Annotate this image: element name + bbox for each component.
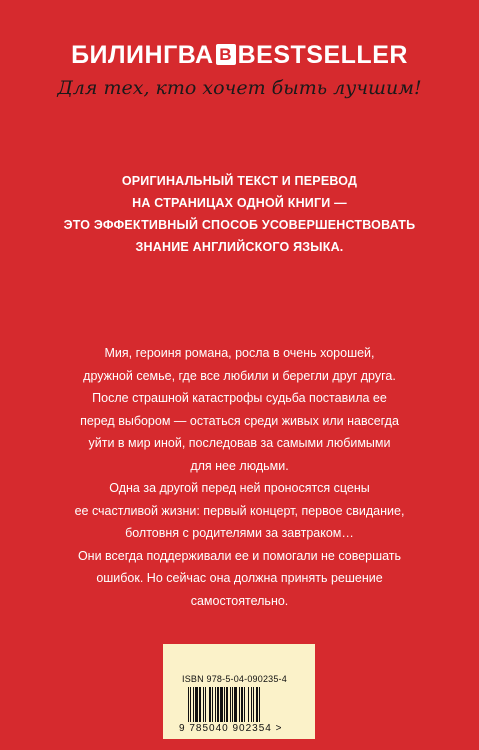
blurb-line: болтовня с родителями за завтраком…: [125, 526, 354, 540]
blurb-line: для нее людьми.: [190, 458, 289, 473]
headline-line: ЗНАНИЕ АНГЛИЙСКОГО ЯЗЫКА.: [135, 240, 344, 254]
barcode: [188, 687, 291, 722]
blurb-line: Они всегда поддерживали ее и помогали не совершать: [77, 548, 402, 563]
barcode-digits: 9 785040 902354 >: [179, 723, 283, 734]
blurb-line: уйти в мир иной, последовав за самыми любимыми: [88, 436, 391, 450]
blurb-line: После страшной катастрофы судьба поставила ее: [92, 391, 387, 405]
headline-line: ЭТО ЭФФЕКТИВНЫЙ СПОСОБ УСОВЕРШЕНСТВОВАТЬ: [63, 218, 416, 232]
isbn-barcode-box: [163, 644, 315, 739]
series-logo-badge: B: [216, 44, 236, 65]
series-logo: [0, 40, 479, 70]
headline-line: НА СТРАНИЦАХ ОДНОЙ КНИГИ —: [132, 196, 347, 210]
headline-line: ОРИГИНАЛЬНЫЙ ТЕКСТ И ПЕРЕВОД: [121, 174, 358, 188]
series-name-left: БИЛИНГВА: [71, 41, 214, 69]
blurb-line: перед выбором — остаться среди живых или навсегда: [80, 413, 399, 428]
blurb-line: Одна за другой перед ней проносятся сцены: [109, 481, 370, 495]
blurb-line: самостоятельно.: [190, 593, 289, 608]
series-name-right: BESTSELLER: [237, 41, 408, 69]
blurb-line: дружной семье, где все любили и берегли друг друга.: [83, 368, 396, 383]
book-blurb: [0, 342, 479, 612]
blurb-line: ее счастливой жизни: первый концерт, первое свидание,: [74, 503, 405, 518]
blurb-line: ошибок. Но сейчас она должна принять решение: [96, 571, 383, 585]
headline: [0, 170, 479, 258]
blurb-line: Мия, героиня романа, росла в очень хорошей,: [104, 346, 375, 360]
isbn-label: ISBN 978-5-04-090235-4: [182, 674, 287, 684]
series-tagline: Для тех, кто хочет быть лучшим!: [57, 77, 422, 99]
barcode-bar: [260, 687, 261, 722]
